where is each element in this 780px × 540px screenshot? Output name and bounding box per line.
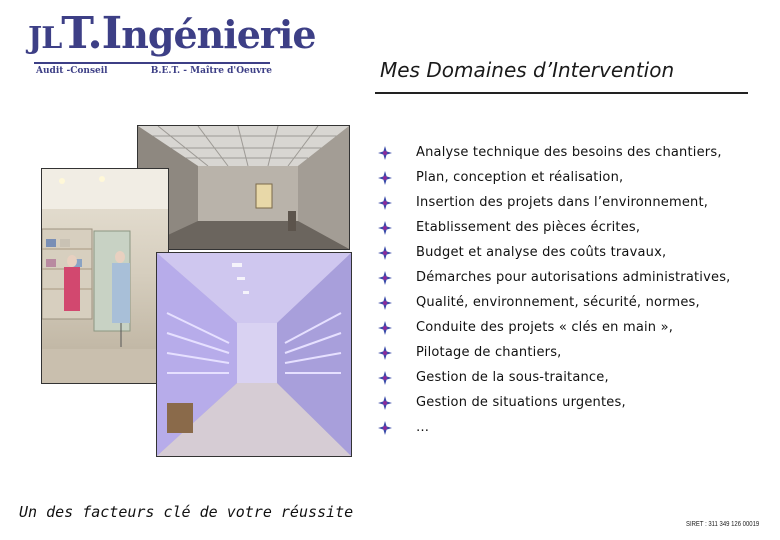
list-item (378, 390, 731, 415)
logo-sub-right: B.E.T. - Maître d'Oeuvre (150, 66, 272, 76)
list-item-text: Gestion de situations urgentes, (416, 395, 626, 410)
intervention-domains-list (378, 140, 731, 440)
list-item-text: Conduite des projets « clés en main », (416, 320, 674, 335)
list-item (378, 190, 731, 215)
clothing-store-illustration (42, 169, 168, 383)
list-item-text: Etablissement des pièces écrites, (416, 220, 641, 235)
list-item (378, 215, 731, 240)
title-underline (375, 92, 748, 94)
star-bullet-icon (378, 271, 392, 285)
star-bullet-icon (378, 221, 392, 235)
list-item-text: Insertion des projets dans l’environnement, (416, 195, 709, 210)
page-title: Mes Domaines d’Intervention (380, 58, 675, 82)
star-bullet-icon (378, 321, 392, 335)
list-item (378, 240, 731, 265)
list-item-text: Analyse technique des besoins des chantiers, (416, 145, 722, 160)
list-item (378, 290, 731, 315)
star-bullet-icon (378, 421, 392, 435)
list-item (378, 140, 731, 165)
list-item (378, 415, 731, 440)
list-item-text: Plan, conception et réalisation, (416, 170, 624, 185)
star-bullet-icon (378, 146, 392, 160)
logo-rule (34, 62, 270, 64)
list-item (378, 165, 731, 190)
star-bullet-icon (378, 171, 392, 185)
logo-ti: T.I (61, 8, 122, 59)
list-item (378, 315, 731, 340)
star-bullet-icon (378, 371, 392, 385)
company-logo (22, 6, 316, 82)
list-item-text: Pilotage de chantiers, (416, 345, 562, 360)
star-bullet-icon (378, 246, 392, 260)
logo-sub-left: Audit -Conseil (36, 66, 108, 76)
list-item-text: Budget et analyse des coûts travaux, (416, 245, 667, 260)
photo-clothing-store (41, 168, 169, 384)
logo-wordmark (28, 8, 316, 64)
shop-corridor-illustration (157, 253, 351, 456)
siret-number: SIRET : 311 349 126 00019 (686, 521, 760, 528)
list-item (378, 365, 731, 390)
star-bullet-icon (378, 346, 392, 360)
star-bullet-icon (378, 296, 392, 310)
logo-subtitle (36, 66, 272, 76)
star-bullet-icon (378, 196, 392, 210)
logo-jl: JL (28, 21, 62, 56)
list-item (378, 265, 731, 290)
list-item-text: Démarches pour autorisations administratives, (416, 270, 731, 285)
construction-room-illustration (138, 126, 349, 249)
list-item-text: Gestion de la sous-traitance, (416, 370, 609, 385)
logo-ingenierie: ngénierie (121, 12, 316, 57)
photo-shop-corridor (156, 252, 352, 457)
list-item-text: Qualité, environnement, sécurité, normes, (416, 295, 700, 310)
star-bullet-icon (378, 396, 392, 410)
tagline: Un des facteurs clé de votre réussite (19, 503, 354, 521)
list-item (378, 340, 731, 365)
list-item-text: … (416, 420, 430, 435)
